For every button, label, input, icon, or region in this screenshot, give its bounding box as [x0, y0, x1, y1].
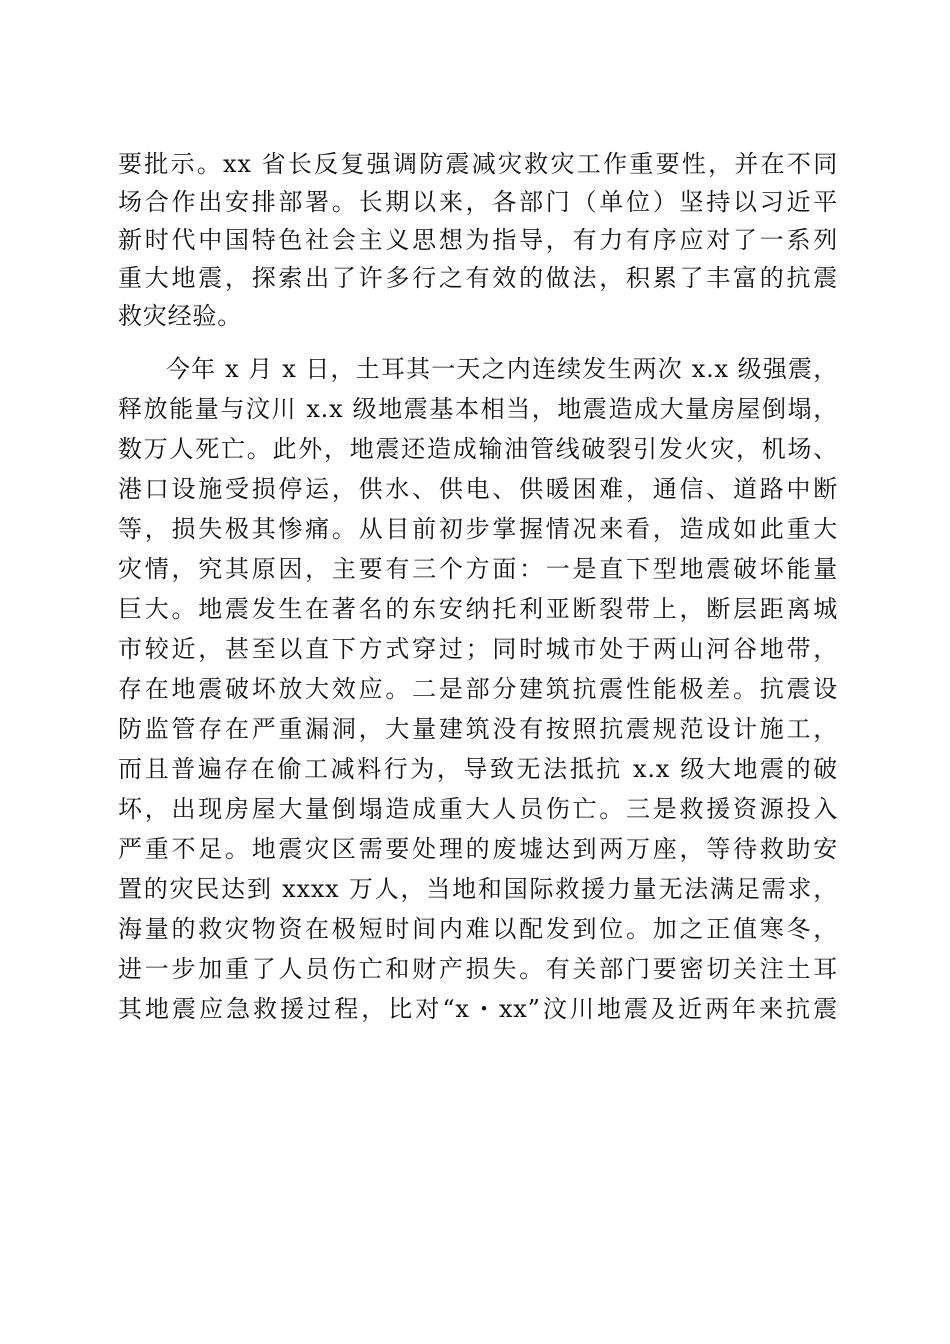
paragraph-2-line-15: 海量的救灾物资在极短时间内难以配发到位。加之正值寒冬，	[118, 915, 838, 943]
paragraph-2-line-3: 数万人死亡。此外，地震还造成输油管线破裂引发火灾，机场、	[118, 435, 838, 463]
paragraph-2-line-16: 进一步加重了人员伤亡和财产损失。有关部门要密切关注土耳	[118, 955, 838, 983]
paragraph-2-line-14: 置的灾民达到 xxxx 万人，当地和国际救援力量无法满足需求，	[118, 875, 838, 903]
paragraph-2-line-8: 市较近，甚至以直下方式穿过；同时城市处于两山河谷地带，	[118, 635, 838, 663]
paragraph-2-line-10: 防监管存在严重漏洞，大量建筑没有按照抗震规范设计施工，	[118, 715, 838, 743]
paragraph-2-line-7: 巨大。地震发生在著名的东安纳托利亚断裂带上，断层距离城	[118, 595, 838, 623]
paragraph-2-line-1: 今年 x 月 x 日，土耳其一天之内连续发生两次 x.x 级强震，	[166, 355, 838, 383]
paragraph-2-line-5: 等，损失极其惨痛。从目前初步掌握情况来看，造成如此重大	[118, 515, 838, 543]
paragraph-1-line-1: 要批示。xx 省长反复强调防震减灾救灾工作重要性，并在不同	[118, 150, 838, 178]
paragraph-1-line-3: 新时代中国特色社会主义思想为指导，有力有序应对了一系列	[118, 226, 838, 254]
paragraph-1-line-2: 场合作出安排部署。长期以来，各部门（单位）坚持以习近平	[118, 188, 838, 216]
paragraph-1-line-5: 救灾经验。	[118, 302, 242, 330]
paragraph-2-line-6: 灾情，究其原因，主要有三个方面：一是直下型地震破坏能量	[118, 555, 838, 583]
paragraph-1-line-4: 重大地震，探索出了许多行之有效的做法，积累了丰富的抗震	[118, 264, 838, 292]
paragraph-2-line-13: 严重不足。地震灾区需要处理的废墟达到两万座，等待救助安	[118, 835, 838, 863]
paragraph-2-line-17: 其地震应急救援过程，比对“x・xx”汶川地震及近两年来抗震	[118, 995, 838, 1023]
paragraph-2-line-12: 坏，出现房屋大量倒塌造成重大人员伤亡。三是救援资源投入	[118, 795, 838, 823]
paragraph-2-line-11: 而且普遍存在偷工减料行为，导致无法抵抗 x.x 级大地震的破	[118, 755, 838, 783]
paragraph-2-line-9: 存在地震破坏放大效应。二是部分建筑抗震性能极差。抗震设	[118, 675, 838, 703]
paragraph-2-line-2: 释放能量与汶川 x.x 级地震基本相当，地震造成大量房屋倒塌，	[118, 395, 838, 423]
paragraph-2-line-4: 港口设施受损停运，供水、供电、供暖困难，通信、道路中断	[118, 475, 838, 503]
